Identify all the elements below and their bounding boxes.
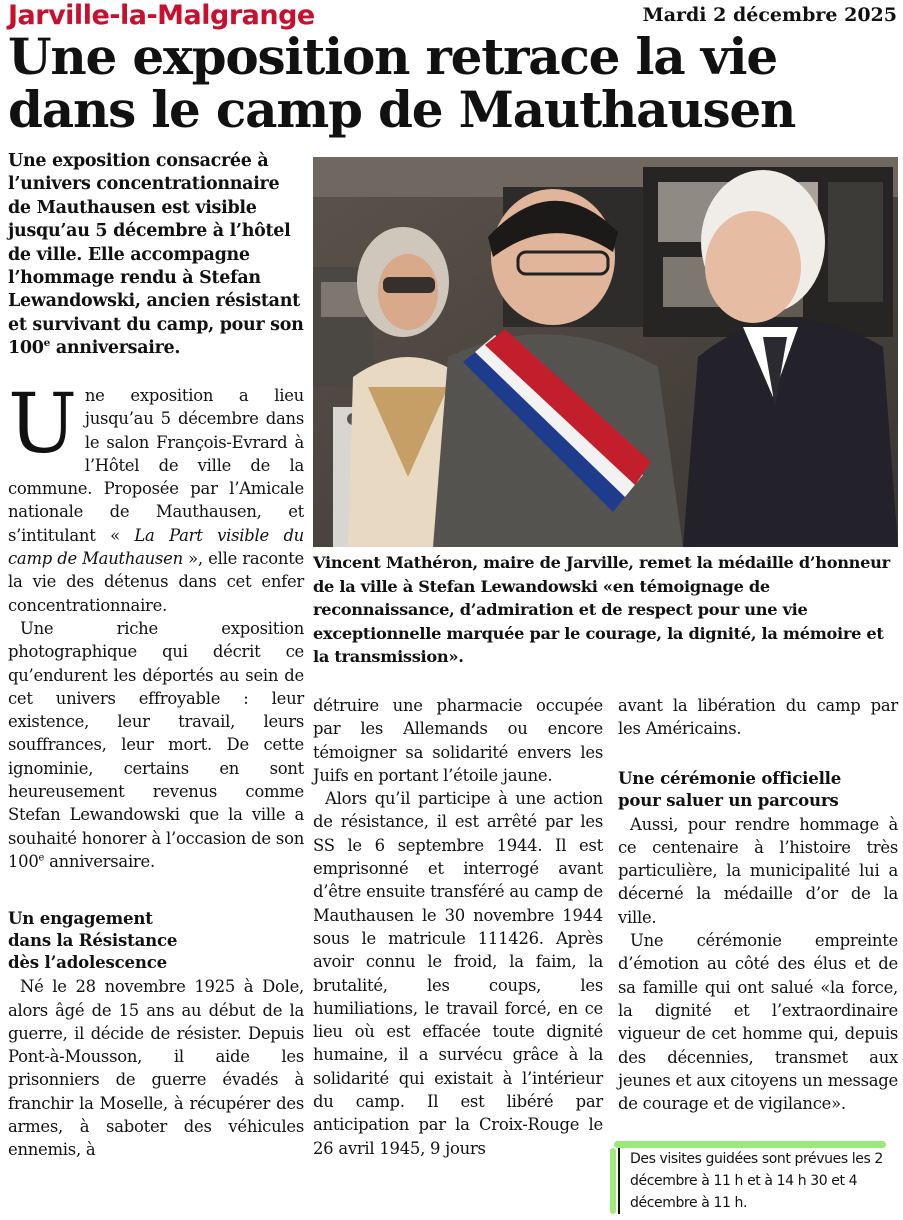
drop-cap: U (8, 377, 77, 472)
subheading-resistance-line-3: dès l’adolescence (8, 952, 167, 973)
article-paragraph-1 (8, 377, 304, 617)
p2-text-b: anniversaire. (44, 851, 155, 871)
exhibition-title: La Part visible du camp de Mauthausen (8, 525, 304, 569)
p1-text-b: », elle raconte la vie des détenus dans cet enfer concentrationnaire. (8, 549, 304, 615)
publication-date: Mardi 2 décembre 2025 (642, 4, 897, 26)
subheading-ceremony-line-2: pour saluer un parcours (618, 789, 839, 810)
ceremony-photo (313, 157, 898, 547)
subheading-ceremony-line-1: Une cérémonie officielle (618, 767, 842, 788)
p2-sup: e (38, 852, 45, 864)
article-column-1 (8, 377, 304, 1162)
info-box-visits (618, 1148, 903, 1214)
article-paragraph-5: Alors qu’il participe à une action de résistance, il est arrêté par les SS le 6 septembre 1944. Il est emprisonné et interrogé avant d’être ensuite transféré au camp de Mauthausen le 30 novembre 1944 sous le matricule 111426. Après avoir connu le froid, la faim, la brutalité, les coups, les humiliations, le travail forcé, en ce lieu où est effacée toute dignité humaine, il a survécu grâce à la solidarité qui existait à l’intérieur du camp. Il est libéré par anticipation par la Croix-Rouge le 26 avril 1945, 9 jours (313, 789, 603, 1158)
headline-line-1: Une exposition retrace la vie (8, 27, 777, 86)
lead-end: anniversaire. (50, 338, 181, 359)
article-paragraph-6: avant la libération du camp par les Américains. (618, 696, 898, 739)
headline-line-2: dans le camp de Mauthausen (8, 80, 796, 139)
marker-highlight-vertical (610, 1148, 616, 1214)
lead-text: Une exposition consacrée à l’univers concentrationnaire de Mauthausen est visible jusqu’au 5 décembre à l’hôtel de ville. Elle accompagne l’hommage rendu à Stefan Lewandowski, ancien résistant et survivant du camp, pour son 100 (8, 151, 304, 359)
lead-sup: e (43, 337, 51, 350)
marker-highlight-horizontal (614, 1141, 886, 1148)
article-column-2 (313, 694, 603, 1160)
section-town: Jarville-la-Malgrange (8, 0, 315, 31)
info-box-text: Des visites guidées sont prévues les 2 décembre à 11 h et à 14 h 30 et 4 décembre à 11 h. (630, 1151, 883, 1211)
article-paragraph-4: détruire une pharmacie occupée par les Allemands ou encore témoigner sa solidarité envers les Juifs en portant l’étoile jaune. (313, 696, 603, 785)
article-paragraph-3: Né le 28 novembre 1925 à Dole, alors âgé de 15 ans au début de la guerre, il décide de résister. Depuis Pont-à-Mousson, il aide les prisonniers de guerre évadés à franchir la Moselle, à récupérer des armes, à saboter des véhicules ennemis, à (8, 977, 304, 1160)
subheading-resistance-line-2: dans la Résistance (8, 930, 178, 951)
subheading-ceremony (618, 767, 898, 811)
headline (8, 27, 898, 139)
p1-text-a: ne exposition a lieu jusqu’au 5 décembre dans le salon François-Evrard à l’Hôtel de ville de la commune. Proposée par l’Amicale nationale de Mauthausen, et s’intitulant « (8, 386, 304, 545)
subheading-resistance-line-1: Un engagement (8, 908, 153, 929)
lead-paragraph (8, 150, 304, 361)
article-paragraph-8: Une cérémonie empreinte d’émotion au côté des élus et de sa famille qui ont salué «la force, la dignité et l’extraordinaire vigueur de cet homme qui, depuis des décennies, transmet aux jeunes et aux citoyens un message de courage et de vigilance». (618, 931, 898, 1114)
photo-caption (313, 551, 898, 669)
article-paragraph-2 (8, 617, 304, 873)
article-paragraph-7: Aussi, pour rendre hommage à ce centenaire à l’histoire très particulière, la municipalité lui a décerné la médaille d’or de la ville. (618, 814, 898, 927)
article-column-3 (618, 694, 898, 1115)
subheading-resistance (8, 907, 304, 973)
caption-text: Vincent Mathéron, maire de Jarville, remet la médaille d’honneur de la ville à Stefan Lewandowski «en témoignage de reconnaissance, d’admiration et de respect pour une vie exceptionnelle marquée par le courage, la dignité, la mémoire et la transmission». (313, 553, 890, 667)
ceremony-photo-illustration (313, 157, 898, 547)
p2-text-a: Une riche exposition photographique qui décrit ce qu’endurent les déportés au sein de cet univers effroyable : leur existence, leur travail, leurs souffrances, leur mort. De cette ignominie, certains en sont heureusement revenus comme Stefan Lewandowski que la ville a souhaité honorer à l’occasion de son 100 (8, 618, 304, 871)
